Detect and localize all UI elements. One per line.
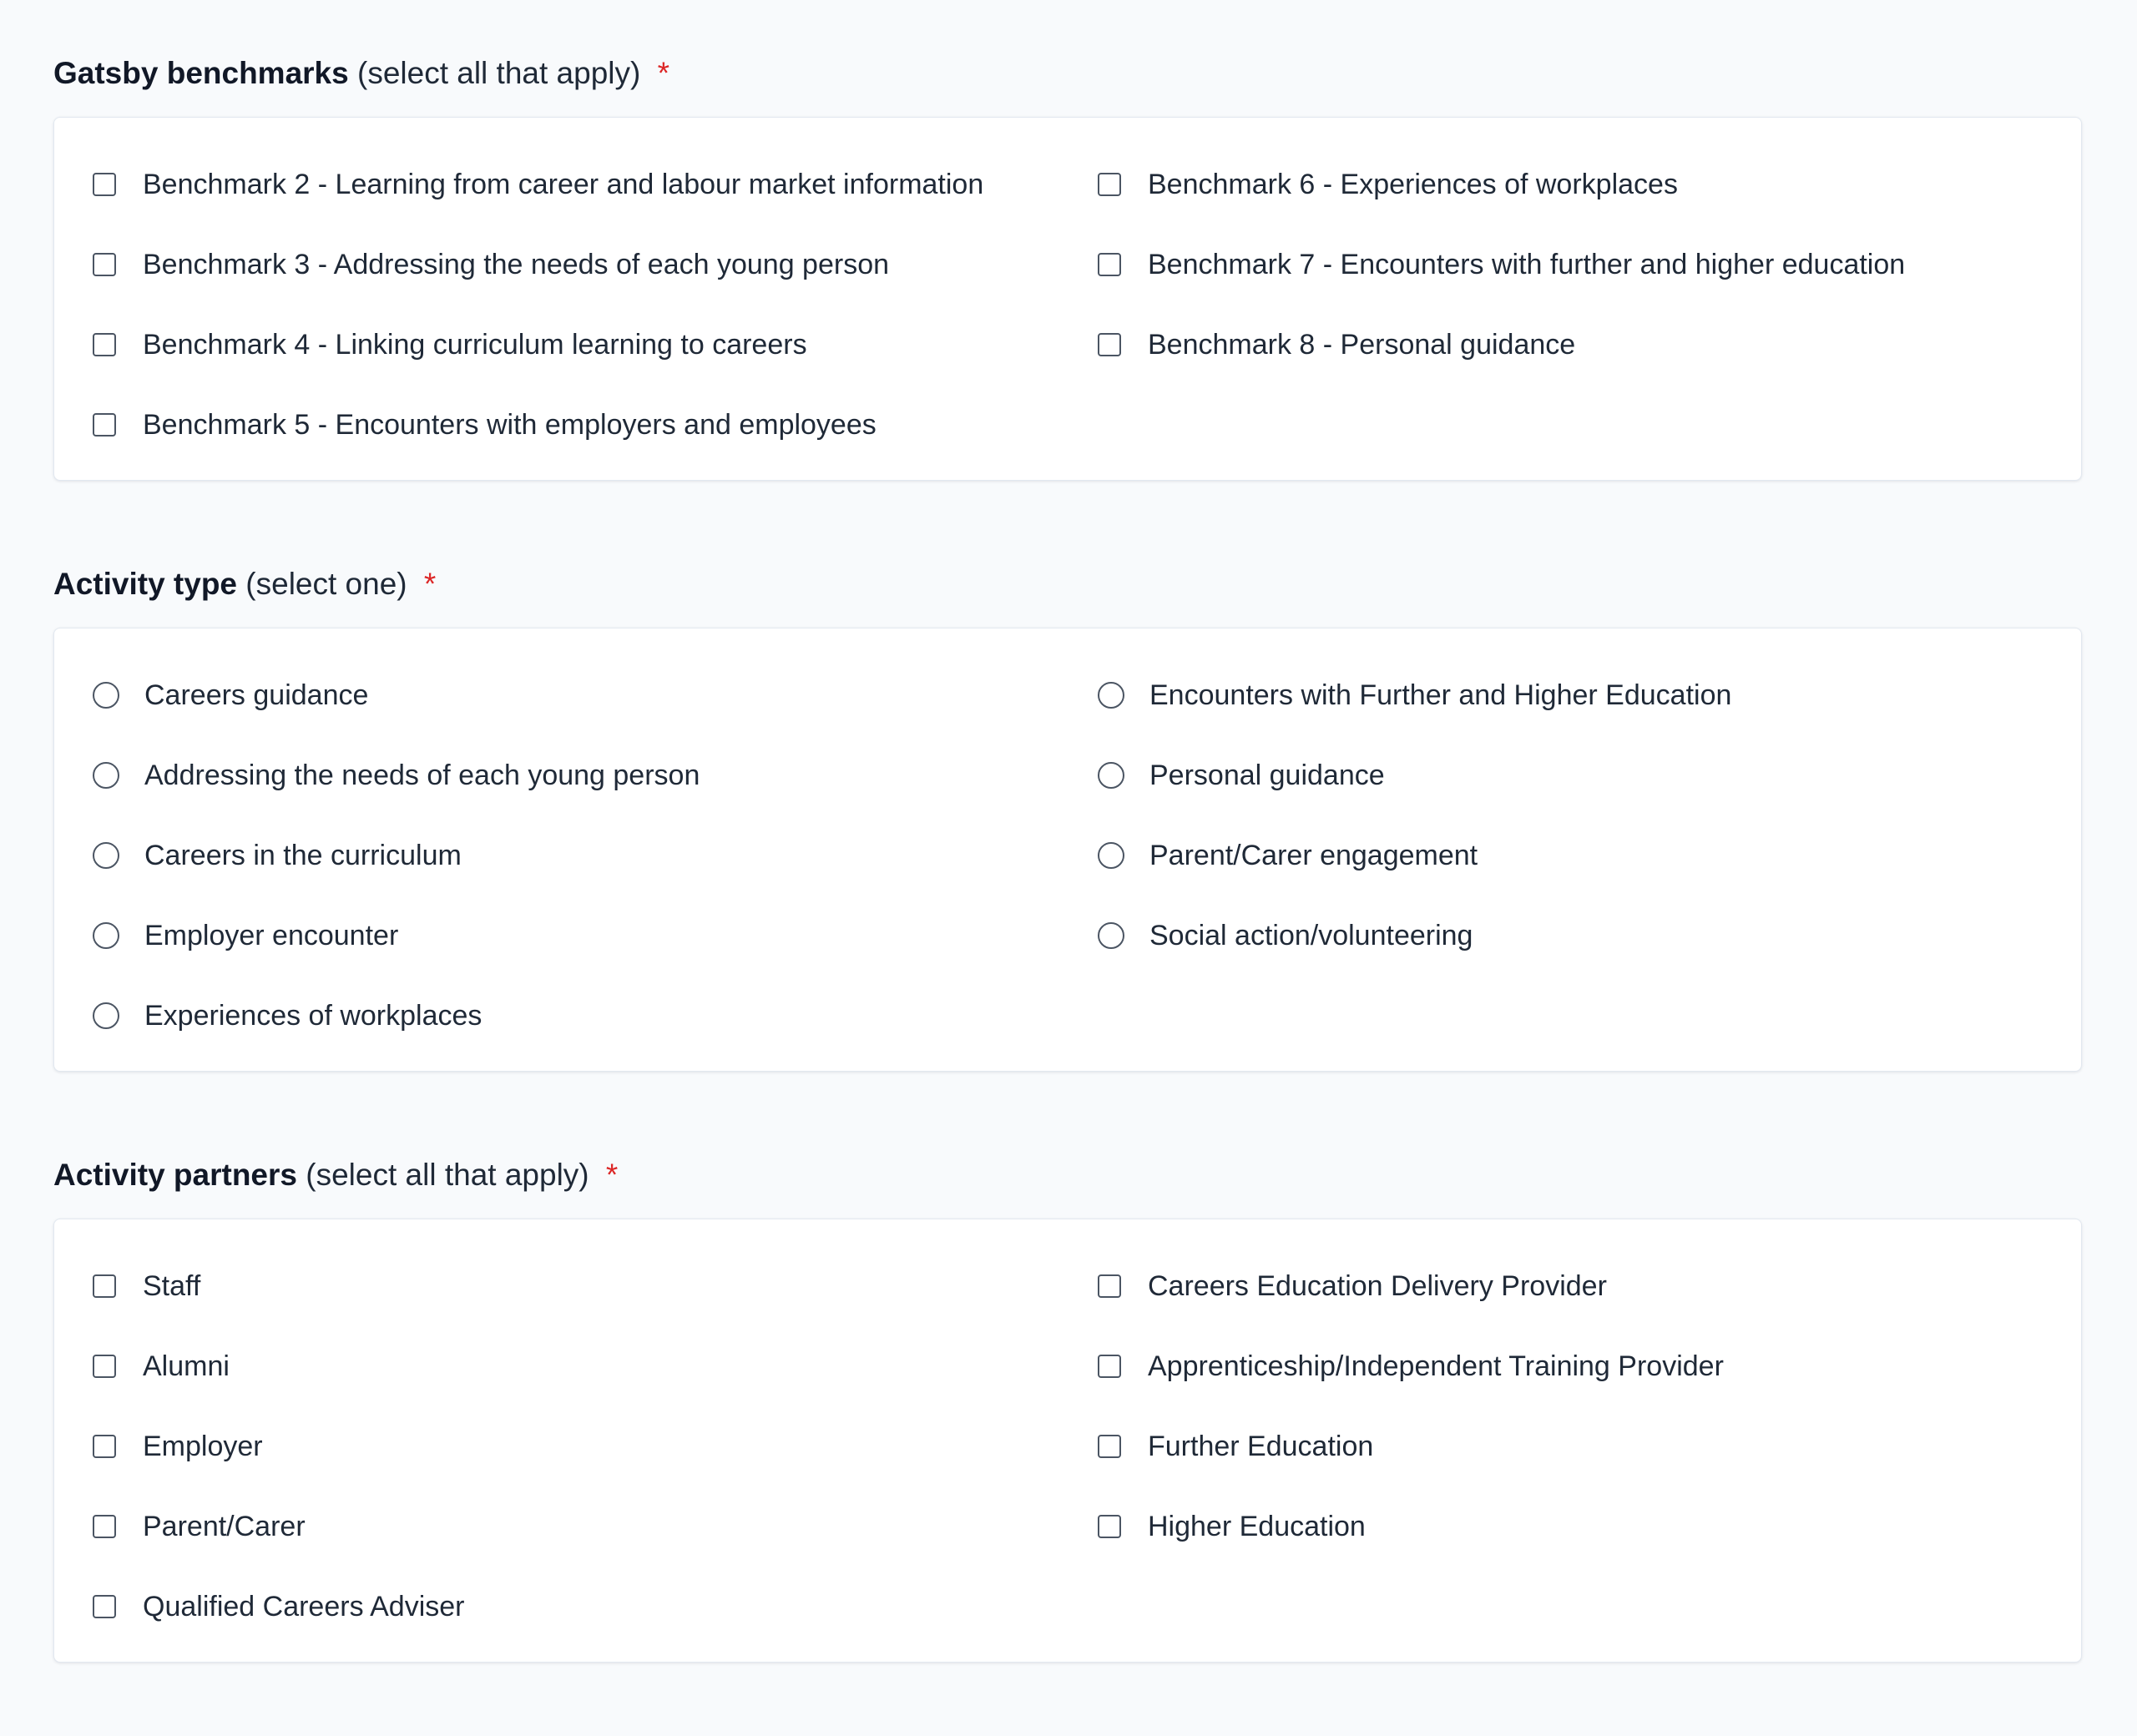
option-label: Employer encounter xyxy=(144,920,399,951)
activity-social-action-radio[interactable] xyxy=(1098,896,2046,976)
benchmarks-hint: (select all that apply) xyxy=(357,56,641,90)
option-label: Staff xyxy=(143,1270,201,1302)
option-label: Further Education xyxy=(1148,1431,1374,1462)
partner-employer-checkbox[interactable] xyxy=(93,1406,1098,1486)
benchmarks-title xyxy=(53,53,2084,93)
option-label: Careers in the curriculum xyxy=(144,840,462,871)
option-label: Higher Education xyxy=(1148,1511,1366,1542)
radio-unselected-icon[interactable] xyxy=(93,1002,119,1029)
option-label: Benchmark 4 - Linking curriculum learning to careers xyxy=(143,329,807,361)
radio-unselected-icon[interactable] xyxy=(1098,762,1124,789)
partner-training-provider-checkbox[interactable] xyxy=(1098,1326,2046,1406)
activity-parent-carer-radio[interactable] xyxy=(1098,815,2046,896)
checkbox-unchecked-icon[interactable] xyxy=(1098,1515,1121,1538)
benchmark-5-checkbox[interactable] xyxy=(93,385,1098,465)
benchmark-3-checkbox[interactable] xyxy=(93,225,1098,305)
activity-further-higher-education-radio[interactable] xyxy=(1098,655,2046,735)
partner-further-education-checkbox[interactable] xyxy=(1098,1406,2046,1486)
radio-unselected-icon[interactable] xyxy=(1098,922,1124,949)
benchmark-8-checkbox[interactable] xyxy=(1098,305,2046,385)
activity-type-title xyxy=(53,564,2084,604)
partner-alumni-checkbox[interactable] xyxy=(93,1326,1098,1406)
checkbox-unchecked-icon[interactable] xyxy=(93,173,116,196)
activity-careers-guidance-radio[interactable] xyxy=(93,655,1098,735)
radio-unselected-icon[interactable] xyxy=(93,842,119,869)
option-label: Encounters with Further and Higher Education xyxy=(1149,679,1732,711)
partner-staff-checkbox[interactable] xyxy=(93,1246,1098,1326)
checkbox-unchecked-icon[interactable] xyxy=(1098,1274,1121,1298)
option-label: Addressing the needs of each young person xyxy=(144,760,700,791)
activity-careers-curriculum-radio[interactable] xyxy=(93,815,1098,896)
option-label: Benchmark 2 - Learning from career and labour market information xyxy=(143,169,984,200)
option-label: Benchmark 3 - Addressing the needs of each young person xyxy=(143,249,890,280)
checkbox-unchecked-icon[interactable] xyxy=(93,333,116,356)
required-asterisk: * xyxy=(423,567,437,601)
activity-type-panel xyxy=(53,628,2082,1072)
benchmark-6-checkbox[interactable] xyxy=(1098,144,2046,225)
activity-personal-guidance-radio[interactable] xyxy=(1098,735,2046,815)
checkbox-unchecked-icon[interactable] xyxy=(1098,173,1121,196)
checkbox-unchecked-icon[interactable] xyxy=(1098,1435,1121,1458)
partners-title xyxy=(53,1155,2084,1195)
option-label: Benchmark 5 - Encounters with employers and employees xyxy=(143,409,877,441)
benchmark-4-checkbox[interactable] xyxy=(93,305,1098,385)
radio-unselected-icon[interactable] xyxy=(93,762,119,789)
option-label: Qualified Careers Adviser xyxy=(143,1591,465,1622)
checkbox-unchecked-icon[interactable] xyxy=(1098,1355,1121,1378)
option-label: Parent/Carer xyxy=(143,1511,306,1542)
checkbox-unchecked-icon[interactable] xyxy=(93,1355,116,1378)
option-label: Benchmark 7 - Encounters with further and higher education xyxy=(1148,249,1906,280)
checkbox-unchecked-icon[interactable] xyxy=(1098,333,1121,356)
partner-delivery-provider-checkbox[interactable] xyxy=(1098,1246,2046,1326)
required-asterisk: * xyxy=(657,56,670,90)
option-label: Experiences of workplaces xyxy=(144,1000,482,1032)
benchmarks-panel xyxy=(53,117,2082,481)
checkbox-unchecked-icon[interactable] xyxy=(93,1274,116,1298)
option-label: Benchmark 8 - Personal guidance xyxy=(1148,329,1576,361)
benchmarks-options xyxy=(93,144,2046,465)
checkbox-unchecked-icon[interactable] xyxy=(1098,253,1121,276)
checkbox-unchecked-icon[interactable] xyxy=(93,1515,116,1538)
radio-unselected-icon[interactable] xyxy=(93,682,119,709)
option-label: Careers guidance xyxy=(144,679,369,711)
activity-type-options xyxy=(93,655,2046,1056)
option-label: Alumni xyxy=(143,1350,230,1382)
option-label: Employer xyxy=(143,1431,263,1462)
radio-unselected-icon[interactable] xyxy=(1098,682,1124,709)
checkbox-unchecked-icon[interactable] xyxy=(93,413,116,437)
partners-title-text: Activity partners xyxy=(53,1158,297,1192)
partners-options xyxy=(93,1246,2046,1647)
activity-employer-encounter-radio[interactable] xyxy=(93,896,1098,976)
required-asterisk: * xyxy=(605,1158,619,1192)
option-label: Parent/Carer engagement xyxy=(1149,840,1478,871)
option-label: Careers Education Delivery Provider xyxy=(1148,1270,1607,1302)
option-label: Apprenticeship/Independent Training Provider xyxy=(1148,1350,1724,1382)
benchmarks-section xyxy=(53,53,2084,441)
partner-qualified-adviser-checkbox[interactable] xyxy=(93,1567,1098,1647)
partners-hint: (select all that apply) xyxy=(306,1158,589,1192)
activity-type-hint: (select one) xyxy=(245,567,407,601)
benchmarks-title-text: Gatsby benchmarks xyxy=(53,56,349,90)
benchmark-7-checkbox[interactable] xyxy=(1098,225,2046,305)
checkbox-unchecked-icon[interactable] xyxy=(93,1595,116,1618)
option-label: Personal guidance xyxy=(1149,760,1385,791)
option-label: Social action/volunteering xyxy=(1149,920,1473,951)
activity-addressing-needs-radio[interactable] xyxy=(93,735,1098,815)
partners-panel xyxy=(53,1219,2082,1663)
benchmark-2-checkbox[interactable] xyxy=(93,144,1098,225)
radio-unselected-icon[interactable] xyxy=(1098,842,1124,869)
checkbox-unchecked-icon[interactable] xyxy=(93,1435,116,1458)
option-label: Benchmark 6 - Experiences of workplaces xyxy=(1148,169,1678,200)
radio-unselected-icon[interactable] xyxy=(93,922,119,949)
activity-type-title-text: Activity type xyxy=(53,567,238,601)
partners-section xyxy=(53,1155,2084,1622)
activity-experiences-workplaces-radio[interactable] xyxy=(93,976,1098,1056)
checkbox-unchecked-icon[interactable] xyxy=(93,253,116,276)
activity-type-section xyxy=(53,564,2084,1032)
partner-parent-carer-checkbox[interactable] xyxy=(93,1486,1098,1567)
partner-higher-education-checkbox[interactable] xyxy=(1098,1486,2046,1567)
